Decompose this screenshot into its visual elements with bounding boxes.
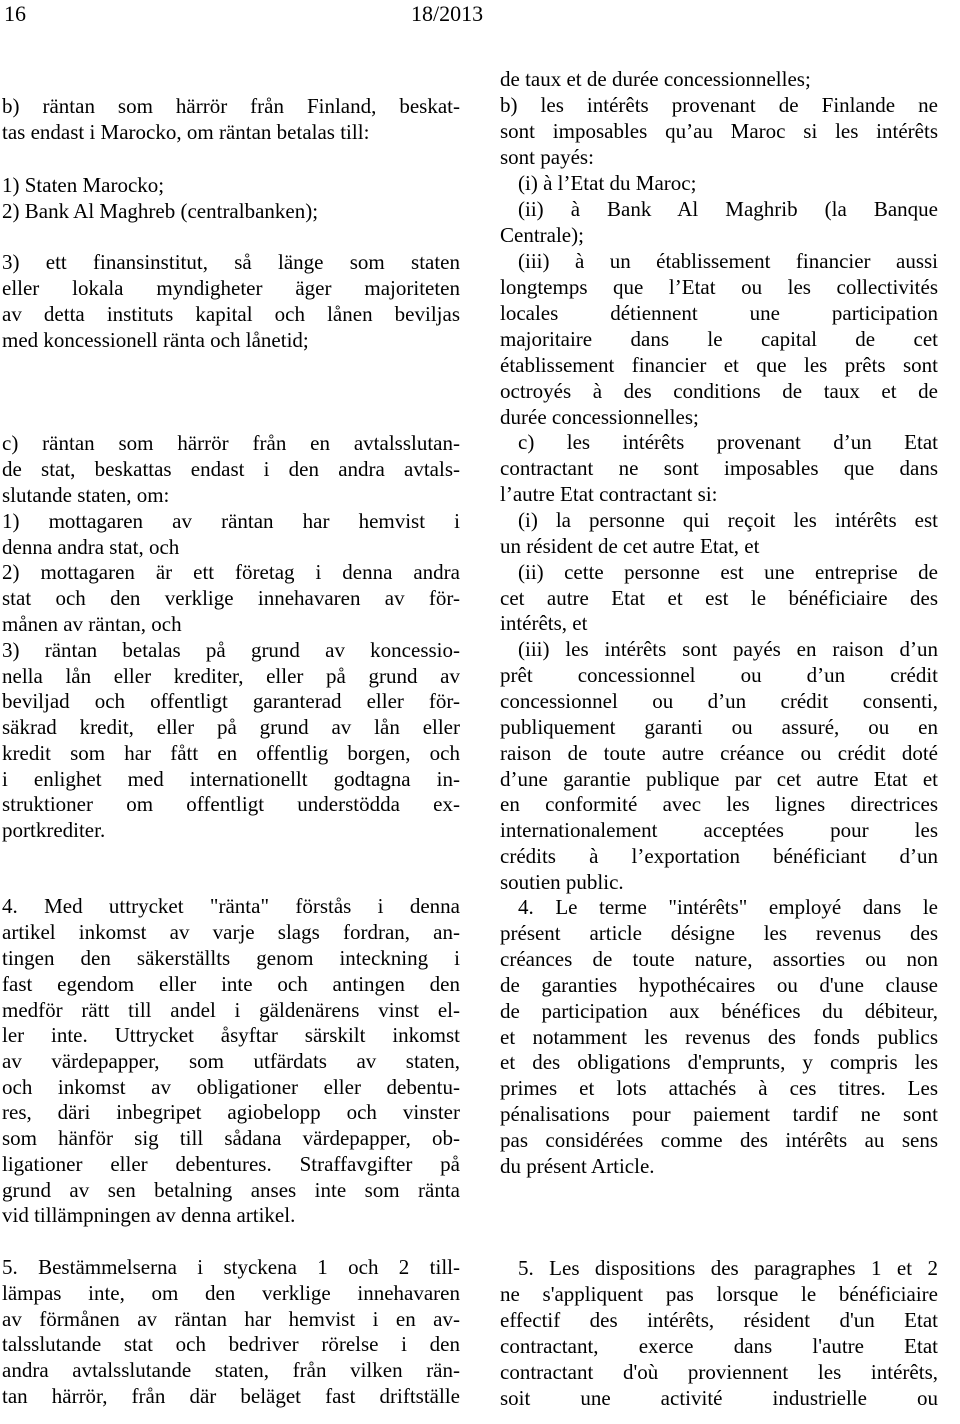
french-text-line: concessionnel ou d’un crédit consenti,: [500, 689, 938, 713]
swedish-text-line: portkrediter.: [2, 818, 106, 842]
french-text-line: un résident de cet autre Etat, et: [500, 534, 760, 558]
french-text-line: internationalement acceptées pour les: [500, 818, 938, 842]
french-text-line: raison de toute autre créance ou crédit doté: [500, 741, 938, 765]
swedish-text-line: fast egendom eller inte och antingen den: [2, 972, 460, 996]
french-text-line: Centrale);: [500, 223, 584, 247]
french-text-line: et des obligations d'emprunts, y compris les: [500, 1050, 938, 1074]
swedish-text-line: andra avtalsslutande staten, från vilken rän-: [2, 1358, 460, 1382]
french-text-line: primes et lots attachés à ces titres. Les: [500, 1076, 938, 1100]
swedish-text-line: b) räntan som härrör från Finland, beskat-: [2, 94, 460, 118]
swedish-text-line: tingen den säkerställts genom inteckning i: [2, 946, 460, 970]
french-text-line: soit une activité industrielle ou: [500, 1386, 938, 1410]
swedish-text-line: denna andra stat, och: [2, 535, 180, 559]
swedish-text-line: c) räntan som härrör från en avtalsslutan-: [2, 431, 460, 455]
swedish-text-line: beviljad och offentligt garanterad eller för-: [2, 689, 460, 713]
swedish-text-line: lämpas inte, om den verklige innehavaren: [2, 1281, 460, 1305]
swedish-text-line: artikel inkomst av varje slags fordran, an-: [2, 920, 460, 944]
french-text-line: 4. Le terme "intérêts" employé dans le: [518, 895, 938, 919]
french-text-line: cet autre Etat et est le bénéficiaire des: [500, 586, 938, 610]
french-text-line: publiquement garanti ou assuré, ou en: [500, 715, 938, 739]
french-text-line: du présent Article.: [500, 1154, 655, 1178]
swedish-text-line: av detta instituts kapital och lånen beviljas: [2, 302, 460, 326]
french-text-line: effectif des intérêts, résident d'un Etat: [500, 1308, 938, 1332]
french-text-line: d’une garantie publique par cet autre Etat et: [500, 767, 938, 791]
french-text-line: établissement financier et que les prêts sont: [500, 353, 938, 377]
swedish-text-line: tan härrör, från där beläget fast driftställe: [2, 1384, 460, 1408]
french-text-line: crédits à l’exportation bénéficiant d’un: [500, 844, 938, 868]
page-header: [0, 0, 960, 30]
swedish-text-line: tas endast i Marocko, om räntan betalas till:: [2, 120, 370, 144]
swedish-text-line: 4. Med uttrycket "ränta" förstås i denna: [2, 894, 460, 918]
swedish-text-line: talsslutande stat och bedriver rörelse i den: [2, 1332, 460, 1356]
french-text-line: longtemps que l’Etat ou les collectivités: [500, 275, 938, 299]
swedish-text-line: ligationer eller debentures. Straffavgifter på: [2, 1152, 460, 1176]
swedish-text-line: kredit som har fått en offentlig borgen, och: [2, 741, 460, 765]
swedish-text-line: i enlighet med internationellt godtagna in-: [2, 767, 460, 791]
swedish-text-line: 2) Bank Al Maghreb (centralbanken);: [2, 199, 319, 223]
swedish-text-line: av förmånen av räntan har hemvist i en av-: [2, 1307, 460, 1331]
french-text-line: créances de toute nature, assorties ou non: [500, 947, 938, 971]
french-text-line: prêt concessionnel ou d’un crédit: [500, 663, 938, 687]
swedish-text-line: 1) mottagaren av räntan har hemvist i: [2, 509, 460, 533]
french-text-line: de taux et de durée concessionnelles;: [500, 67, 811, 91]
swedish-text-line: eller lokala myndigheter äger majoriteten: [2, 276, 460, 300]
french-text-line: contractant d'où proviennent les intérêts,: [500, 1360, 938, 1384]
french-text-line: soutien public.: [500, 870, 624, 894]
french-text-line: présent article désigne les revenus des: [500, 921, 938, 945]
french-text-line: contractant, exerce dans l'autre Etat: [500, 1334, 938, 1358]
journal-issue: 18/2013: [411, 1, 484, 26]
french-text-line: majoritaire dans le capital de cet: [500, 327, 938, 351]
swedish-text-line: ler inte. Uttrycket åsyftar särskilt inkomst: [2, 1023, 460, 1047]
french-text-line: en conformité avec les lignes directrices: [500, 792, 938, 816]
swedish-text-line: 5. Bestämmelserna i styckena 1 och 2 till-: [2, 1255, 460, 1279]
french-text-line: sont payés:: [500, 145, 594, 169]
french-text-line: (iii) les intérêts sont payés en raison d’un: [518, 637, 938, 661]
french-text-line: pas considérées comme des intérêts au sens: [500, 1128, 938, 1152]
french-text-line: (i) la personne qui reçoit les intérêts est: [518, 508, 938, 532]
french-text-line: intérêts, et: [500, 611, 588, 635]
french-text-line: ne s'appliquent pas lorsque le bénéficiaire: [500, 1282, 938, 1306]
page-number: 16: [4, 1, 26, 26]
swedish-text-line: säkrad kredit, eller på grund av lån eller: [2, 715, 460, 739]
swedish-text-line: som hänför sig till sådana värdepapper, ob-: [2, 1126, 460, 1150]
swedish-text-line: slutande staten, om:: [2, 483, 170, 507]
french-text-line: pénalisations pour paiement tardif ne sont: [500, 1102, 938, 1126]
swedish-text-line: nella lån eller krediter, eller på grund av: [2, 664, 460, 688]
french-text-line: et notamment les revenus des fonds publics: [500, 1025, 938, 1049]
swedish-text-line: med koncessionell ränta och lånetid;: [2, 328, 309, 352]
swedish-text-line: av värdepapper, som utfärdats av staten,: [2, 1049, 460, 1073]
swedish-text-line: de stat, beskattas endast i den andra avtals-: [2, 457, 460, 481]
french-text-line: (i) à l’Etat du Maroc;: [518, 171, 697, 195]
swedish-text-line: 1) Staten Marocko;: [2, 173, 165, 197]
swedish-text-line: månen av räntan, och: [2, 612, 182, 636]
swedish-text-line: vid tillämpningen av denna artikel.: [2, 1203, 296, 1227]
french-text-line: l’autre Etat contractant si:: [500, 482, 718, 506]
french-text-line: (iii) à un établissement financier aussi: [518, 249, 938, 273]
swedish-text-line: och inkomst av obligationer eller debentu-: [2, 1075, 460, 1099]
swedish-text-line: medför rätt till andel i gäldenärens vinst el-: [2, 998, 460, 1022]
french-text-line: de participation aux bénéfices du débiteur,: [500, 999, 938, 1023]
french-text-line: octroyés à des conditions de taux et de: [500, 379, 938, 403]
french-text-line: sont imposables qu’au Maroc si les intérêts: [500, 119, 938, 143]
swedish-text-line: 3) ett finansinstitut, så länge som staten: [2, 250, 460, 274]
french-text-line: locales détiennent une participation: [500, 301, 938, 325]
french-text-line: durée concessionnelles;: [500, 405, 699, 429]
swedish-text-line: res, däri inbegripet agiobelopp och vinster: [2, 1100, 460, 1124]
swedish-text-line: grund av sen betalning anses inte som ränta: [2, 1178, 460, 1202]
french-text-line: contractant ne sont imposables que dans: [500, 456, 938, 480]
french-text-line: c) les intérêts provenant d’un Etat: [518, 430, 938, 454]
french-text-line: de garanties hypothécaires ou d'une clause: [500, 973, 938, 997]
swedish-text-line: stat och den verklige innehavaren av för-: [2, 586, 460, 610]
swedish-text-line: 2) mottagaren är ett företag i denna andra: [2, 560, 460, 584]
french-text-line: b) les intérêts provenant de Finlande ne: [500, 93, 938, 117]
swedish-text-line: struktioner om offentligt understödda ex-: [2, 792, 460, 816]
french-text-line: 5. Les dispositions des paragraphes 1 et 2: [518, 1256, 938, 1280]
french-text-line: (ii) cette personne est une entreprise de: [518, 560, 938, 584]
french-text-line: (ii) à Bank Al Maghrib (la Banque: [518, 197, 938, 221]
swedish-text-line: 3) räntan betalas på grund av koncessio-: [2, 638, 460, 662]
